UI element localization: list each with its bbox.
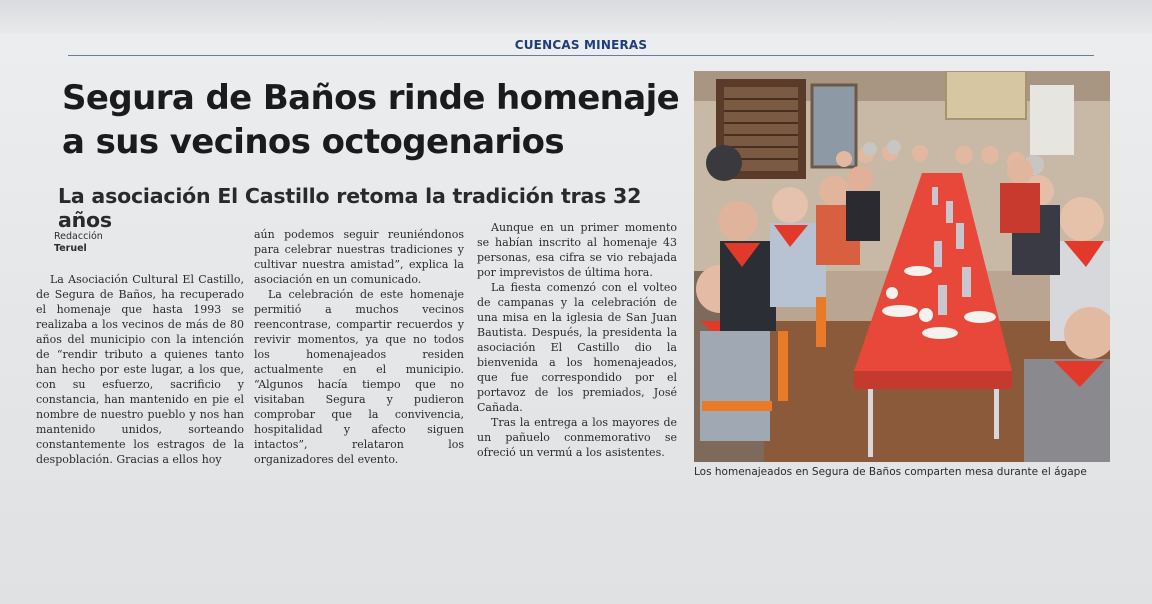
headline-line-1: Segura de Baños rinde homenaje xyxy=(62,78,680,118)
byline xyxy=(54,231,103,255)
paragraph: La Asociación Cultural El Castillo, de Segura de Baños, ha recuperado el homenaje que hasta 1993 se realizaba a los vecinos de más de 80 años del municipio con la intención de “rendir tributo a quienes tanto han hecho por este lugar, a los que, con su esfuerzo, sacrificio y constancia, han mantenido en pie el nombre de nuestro pueblo y nos han mantenido unidos, sorteando constantemente los estragos de la despoblación. Gracias a ellos hoy xyxy=(36,273,244,466)
subheadline: La asociación El Castillo retoma la tradición tras 32 años xyxy=(58,184,642,232)
paragraph: Aunque en un primer momento se habían inscrito al homenaje 43 personas, esa cifra se vio rebajada por imprevistos de última hora. xyxy=(477,221,677,279)
byline-author: Redacción xyxy=(54,231,103,242)
banquet-photo-illustration xyxy=(694,71,1110,462)
article-column-2 xyxy=(254,227,464,467)
paragraph: Tras la entrega a los mayores de un pañuelo conmemorativo se ofreció un vermú a los asistentes. xyxy=(477,416,677,459)
page-top-margin xyxy=(0,0,1152,34)
paragraph: La celebración de este homenaje permitió a muchos vecinos reencontrase, compartir recuerdos y revivir momentos, ya que no todos los homenajeados residen actualmente en el municipio. “Algunos hacía tiempo que no visitaban Segura y pudieron comprobar que la convivencia, hospitalidad y afecto siguen intactos”, relataron los organizadores del evento. xyxy=(254,288,464,466)
section-header: CUENCAS MINERAS xyxy=(514,38,648,52)
section-rule xyxy=(68,55,1094,56)
article-photo xyxy=(694,71,1110,462)
photo-caption: Los homenajeados en Segura de Baños comparten mesa durante el ágape xyxy=(694,466,1087,478)
article-column-1 xyxy=(36,272,244,467)
byline-place: Teruel xyxy=(54,243,87,254)
headline-line-2: a sus vecinos octogenarios xyxy=(62,122,565,162)
paragraph: aún podemos seguir reuniéndonos para celebrar nuestras tradiciones y cultivar nuestra amistad”, explica la asociación en un comunicado. xyxy=(254,228,464,286)
paragraph: La fiesta comenzó con el volteo de campanas y la celebración de una misa en la iglesia de San Juan Bautista. Después, la presidenta la asociación El Castillo dio la bienvenida a los homenajeados, que fue correspondido por el portavoz de los premiados, José Cañada. xyxy=(477,281,677,414)
article-column-3 xyxy=(477,220,677,460)
headline xyxy=(62,76,682,164)
